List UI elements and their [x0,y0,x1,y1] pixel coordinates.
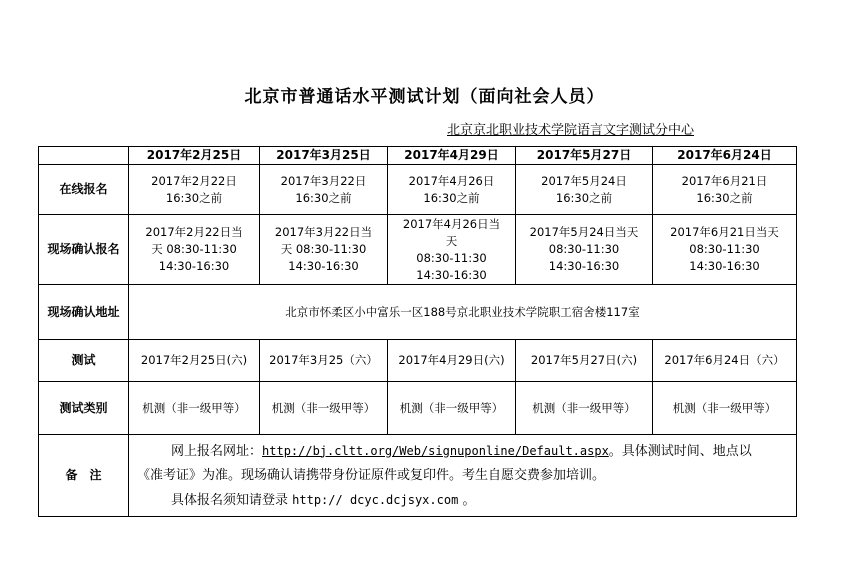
notes-prefix: 具体报名须知请登录 [171,492,293,508]
cell-line: 08:30-11:30 [689,242,760,256]
notes-content [129,435,797,517]
test-date-cell: 2017年4月29日(六) [388,340,516,382]
onsite-registration-row [39,215,797,285]
cell-line: 天 08:30-11:30 [151,242,237,256]
onsite-cell [516,215,653,285]
cell-line: 天 [445,233,458,248]
cell-line: 08:30-11:30 [548,242,620,256]
cell-line: 14:30-16:30 [548,259,620,273]
date-header: 2017年2月25日 [129,147,260,165]
address-row [39,285,797,340]
cell-line: 14:30-16:30 [689,259,760,273]
category-cell: 机测（非一级甲等） [129,382,260,435]
category-cell: 机测（非一级甲等） [653,382,797,435]
onsite-cell [260,215,388,285]
notes-suffix: 。 [458,492,476,508]
category-row [39,382,797,435]
registration-link[interactable]: http://bj.cltt.org/Web/signuponline/Default.aspx [262,443,609,458]
date-header: 2017年5月27日 [516,147,653,165]
test-date-cell: 2017年6月24日（六） [653,340,797,382]
header-corner [39,147,129,165]
info-link[interactable]: http:// dcyc.dcjsyx.com [292,492,459,507]
online-cell [388,165,516,215]
date-header: 2017年4月29日 [388,147,516,165]
address-value: 北京市怀柔区小中富乐一区188号京北职业技术学院职工宿舍楼117室 [129,285,797,340]
cell-line: 2017年2月22日当 [145,225,243,239]
online-cell [516,165,653,215]
cell-line: 14:30-16:30 [288,259,359,273]
onsite-cell [388,215,516,285]
cell-line: 2017年5月24日当天 [529,225,639,239]
cell-line: 16:30之前 [696,190,753,205]
test-date-cell: 2017年5月27日(六) [516,340,653,382]
test-date-cell: 2017年2月25日(六) [129,340,260,382]
notes-line-2: 《准考证》为准。现场确认请携带身份证原件或复印件。考生自愿交费参加培训。 [137,467,606,483]
online-registration-row [39,165,797,215]
page-title: 北京市普通话水平测试计划（面向社会人员） [244,87,605,107]
cell-line: 16:30之前 [423,190,480,205]
notes-line-1 [137,439,792,464]
cell-line: 2017年6月21日 [681,173,768,188]
cell-line: 天 08:30-11:30 [280,242,367,256]
organizer-subtitle: 北京京北职业技术学院语言文字测试分中心 [447,123,695,138]
cell-line: 14:30-16:30 [416,267,487,282]
onsite-cell [129,215,260,285]
date-header: 2017年6月24日 [653,147,797,165]
online-cell [260,165,388,215]
onsite-cell [653,215,797,285]
notes-line-3 [137,488,792,513]
row-label-address: 现场确认地址 [39,285,129,340]
notes-suffix: 。具体测试时间、地点以 [608,443,752,459]
cell-line: 14:30-16:30 [158,259,230,273]
row-label-test: 测试 [39,340,129,382]
cell-line: 2017年3月22日 [280,173,367,188]
cell-line: 08:30-11:30 [416,250,487,265]
notes-row [39,435,797,517]
cell-line: 2017年4月26日 [408,173,495,188]
date-header: 2017年3月25日 [260,147,388,165]
category-cell: 机测（非一级甲等） [260,382,388,435]
row-label-category: 测试类别 [39,382,129,435]
cell-line: 2017年4月26日当 [402,216,501,231]
category-cell: 机测（非一级甲等） [516,382,653,435]
cell-line: 16:30之前 [165,190,223,205]
online-cell [653,165,797,215]
test-row [39,340,797,382]
row-label-online: 在线报名 [39,165,129,215]
row-label-onsite: 现场确认报名 [39,215,129,285]
cell-line: 2017年5月24日 [541,173,627,188]
test-date-cell: 2017年3月25（六） [260,340,388,382]
category-cell: 机测（非一级甲等） [388,382,516,435]
cell-line: 16:30之前 [295,190,352,205]
cell-line: 2017年3月22日当 [274,225,373,239]
notes-prefix: 网上报名网址： [171,443,263,459]
schedule-table [38,146,797,517]
cell-line: 2017年6月21日当天 [670,225,779,239]
header-row [39,147,797,165]
cell-line: 16:30之前 [555,190,613,205]
online-cell [129,165,260,215]
row-label-notes: 备 注 [39,435,129,517]
cell-line: 2017年2月22日 [151,173,237,188]
